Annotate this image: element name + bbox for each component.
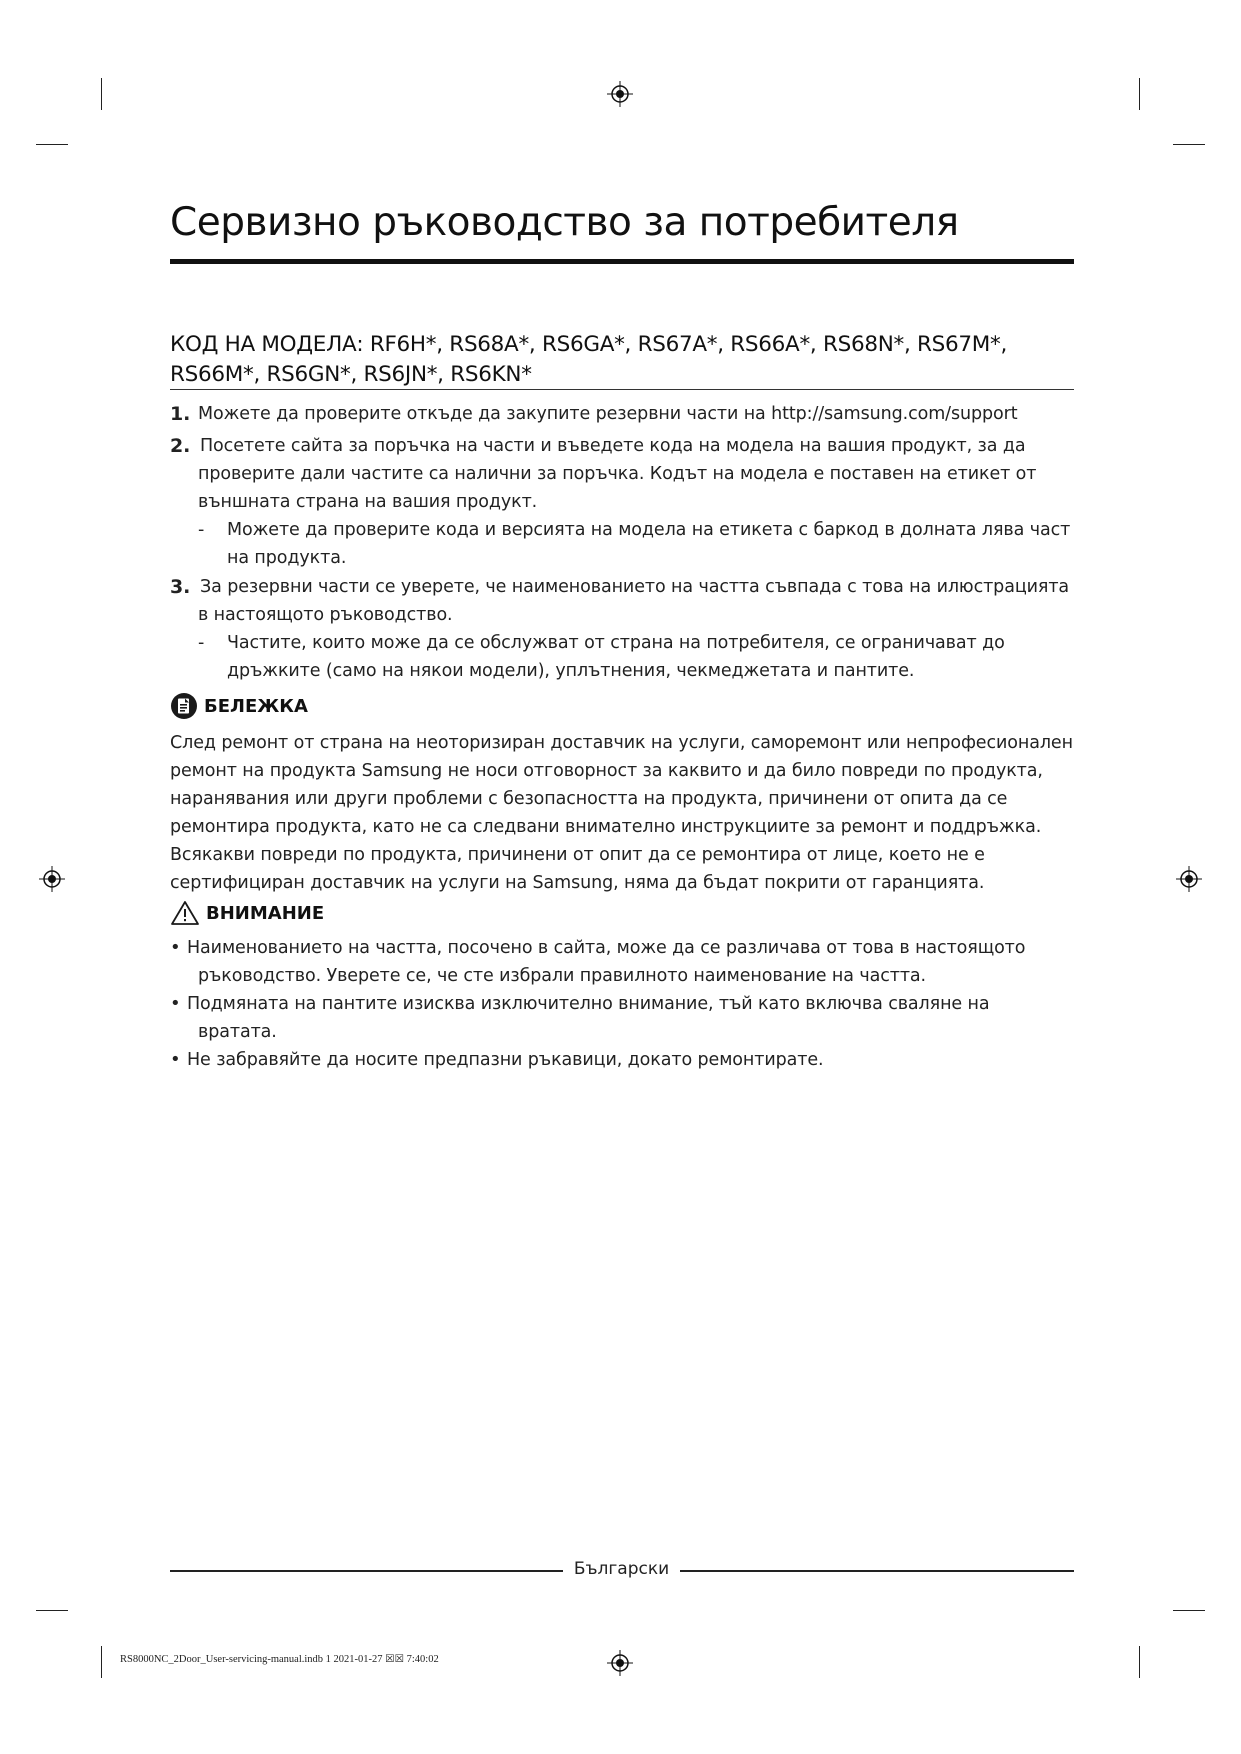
caution-heading-label: ВНИМАНИЕ: [206, 902, 325, 924]
bullet-text-rest: вратата.: [198, 1022, 277, 1042]
bullet-text-rest: ръководство. Уверете се, че сте избрали правилното наименование на частта.: [198, 966, 927, 986]
step-3-subnote: [198, 629, 1078, 685]
step-text: Можете да проверите откъде да закупите резервни части на http://samsung.com/support: [198, 404, 1018, 424]
footer-rule-right: [680, 1570, 1074, 1572]
step-2-subnote: [198, 516, 1078, 572]
footer-language: Български: [573, 1559, 670, 1579]
subnote-text: Можете да проверите кода и версията на модела на етикета с баркод в долната лява част на продукта.: [227, 520, 1071, 568]
bullet-dot: •: [170, 937, 181, 958]
caution-bullet: [170, 990, 1075, 1046]
model-codes-heading: КОД НА МОДЕЛА: RF6H*, RS68A*, RS6GA*, RS67A*, RS66A*, RS68N*, RS67M*, RS66M*, RS6GN*, RS6JN*, RS6KN*: [170, 332, 1007, 387]
crop-mark-top-left-h: [36, 144, 68, 145]
step-3: [170, 573, 1075, 629]
page-title: Сервизно ръководство за потребителя: [170, 200, 959, 245]
print-slug: RS8000NC_2Door_User-servicing-manual.indb 1 2021-01-27 ☒☒ 7:40:02: [120, 1654, 439, 1665]
note-heading-label: БЕЛЕЖКА: [204, 695, 308, 717]
bullet-dot: •: [170, 1049, 181, 1070]
crop-mark-top-right: [1139, 78, 1140, 110]
title-underline: [170, 259, 1074, 264]
step-1: [170, 400, 1075, 428]
caution-bullet: [170, 934, 1075, 990]
dash-marker: -: [198, 633, 205, 653]
caution-bullet: [170, 1046, 1075, 1074]
registration-mark-icon: [607, 81, 633, 107]
warning-triangle-icon: [170, 900, 200, 926]
crop-mark-top-left: [101, 78, 102, 110]
caution-heading: [170, 900, 324, 926]
step-number: 3.: [170, 576, 191, 598]
registration-mark-icon: [607, 1650, 633, 1676]
step-text-rest: в настоящото ръководство.: [198, 605, 453, 625]
crop-mark-bottom-right-h: [1173, 1610, 1205, 1611]
step-number: 1.: [170, 403, 191, 425]
note-text: След ремонт от страна на неоторизиран доставчик на услуги, саморемонт или непрофесионален ремонт на продукта Samsung не носи отговорност за каквито и да било повреди по продукта, наранявания или други проблеми с безопасността на продукта, причинени от опита да се ремонтира продукта, като не са следвани внимателно инструкциите за ремонт и поддръжка. Всякакви повреди по продукта, причинени от опит да се ремонтира от лице, което не е сертифициран доставчик на услуги на Samsung, няма да бъдат покрити от гаранцията.: [170, 733, 1073, 893]
subnote-text: Частите, които може да се обслужват от страна на потребителя, се ограничават до дръжките (само на някои модели), уплътнения, чекмеджетата и пантите.: [227, 633, 1005, 681]
dash-marker: -: [198, 520, 205, 540]
bullet-dot: •: [170, 993, 181, 1014]
bullet-text-first: Подмяната на пантите изисква изключително внимание, тъй като включва сваляне на: [187, 994, 990, 1014]
footer-rule-left: [170, 1570, 563, 1572]
model-codes-rule: [170, 389, 1074, 390]
crop-mark-bottom-right: [1139, 1646, 1140, 1678]
step-text-line1: Посетете сайта за поръчка на части и въведете кода на модела на вашия продукт, за да: [200, 436, 1026, 456]
crop-mark-top-right-h: [1173, 144, 1205, 145]
crop-mark-bottom-left: [101, 1646, 102, 1678]
step-2: [170, 432, 1075, 516]
note-heading: [170, 692, 308, 720]
note-document-icon: [170, 692, 198, 720]
bullet-text-first: Наименованието на частта, посочено в сайта, може да се различава от това в настоящото: [187, 938, 1026, 958]
step-text-rest: проверите дали частите са налични за поръчка. Кодът на модела е поставен на етикет от външната страна на вашия продукт.: [198, 464, 1037, 512]
step-number: 2.: [170, 435, 191, 457]
crop-mark-bottom-left-h: [36, 1610, 68, 1611]
bullet-text-first: Не забравяйте да носите предпазни ръкавици, докато ремонтирате.: [187, 1050, 824, 1070]
step-text-line1: За резервни части се уверете, че наименованието на частта съвпада с това на илюстрацията: [200, 577, 1070, 597]
registration-mark-icon: [1176, 866, 1202, 892]
registration-mark-icon: [39, 866, 65, 892]
